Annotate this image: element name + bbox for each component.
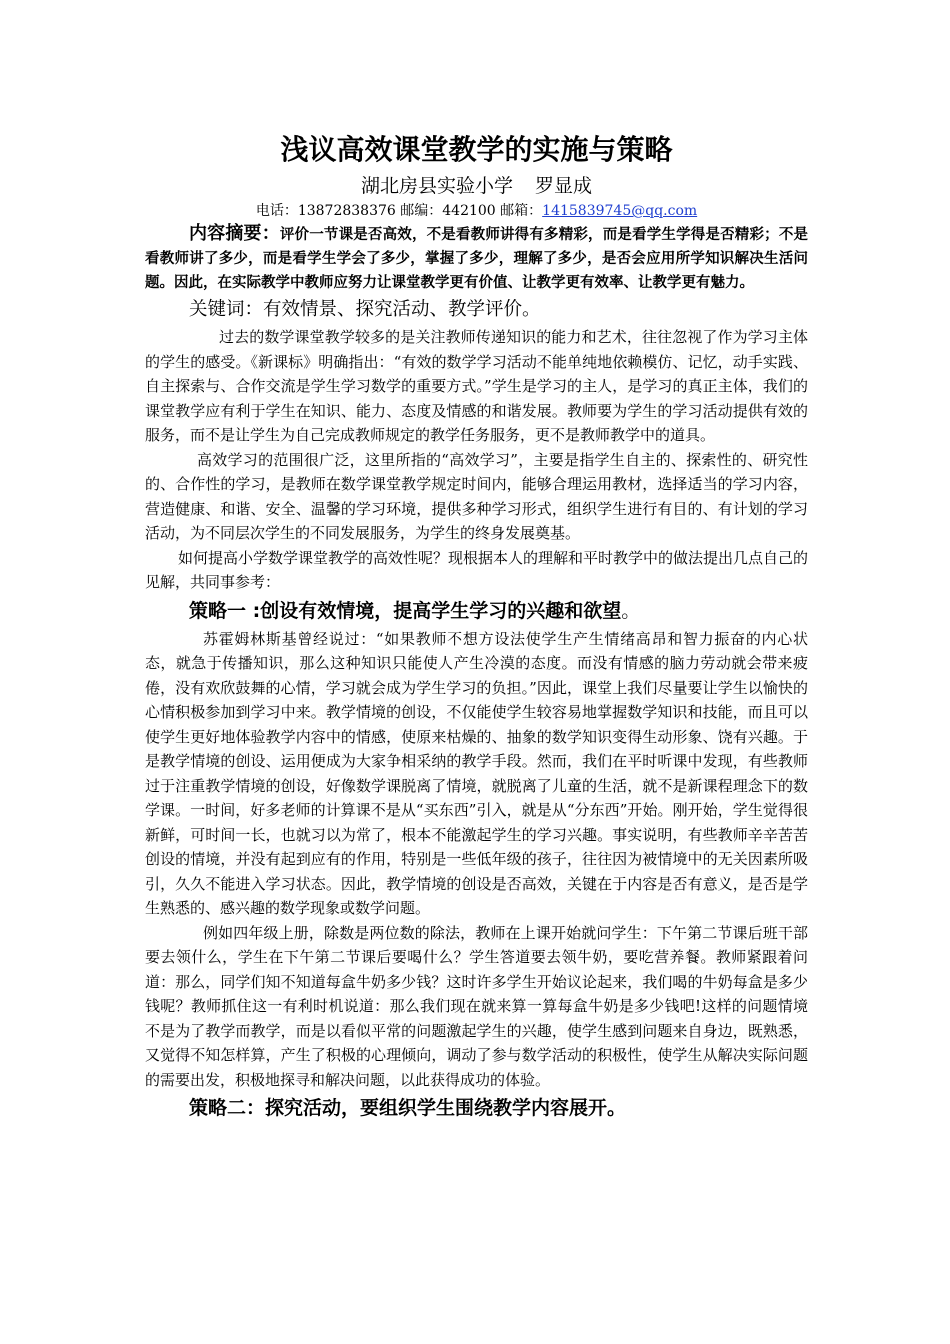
strategy-1-heading-tail: 。	[621, 599, 641, 622]
section-heading-strategy-1	[145, 595, 808, 627]
abstract-text: 评价一节课是否高效，不是看教师讲得有多精彩，而是看学生学得是否精彩；不是看教师讲了多少，而是看学生学会了多少，掌握了多少，理解了多少，是否会应用所学知识解决生活问题。因此，在实际教学中教师应努力让课堂教学更有价值、让教学更有效率、让教学更有魅力。	[145, 227, 808, 291]
author-name: 罗显成	[535, 175, 593, 197]
contact-line	[145, 200, 808, 222]
document-title: 浅议高效课堂教学的实施与策略	[280, 133, 673, 166]
abstract-label: 内容摘要：	[189, 223, 280, 244]
contact-text: 电话：13872838376 邮编：442100 邮箱：	[255, 203, 543, 219]
strategy-1-heading-text: 策略一 :创设有效情境，提高学生学习的兴趣和欲望	[189, 599, 622, 622]
author-school: 湖北房县实验小学	[360, 175, 513, 197]
document-page	[145, 128, 808, 1124]
body-paragraph: 苏霍姆林斯基曾经说过：“如果教师不想方设法使学生产生情绪高昂和智力振奋的内心状态，就急于传播知识，那么这种知识只能使人产生冷漠的态度。而没有情感的脑力劳动就会带来疲倦，没有欢欣鼓舞的心情，学习就会成为学生学习的负担。”因此，课堂上我们尽量要让学生以愉快的心情积极参加到学习中来。教学情境的创设，不仅能使学生较容易地掌握数学知识和技能，而且可以使学生更好地体验教学内容中的情感，使原来枯燥的、抽象的数学知识变得生动形象、饶有兴趣。于是教学情境的创设、运用便成为大家争相采纳的教学手段。然而，我们在平时听课中发现，有些教师过于注重教学情境的创设，好像数学课脱离了情境，就脱离了儿童的生活，就不是新课程理念下的数学课。一时间，好多老师的计算课不是从“买东西”引入，就是从“分东西”开始。刚开始，学生觉得很新鲜，可时间一长，也就习以为常了，根本不能激起学生的学习兴趣。事实说明，有些教师辛辛苦苦创设的情境，并没有起到应有的作用，特别是一些低年级的孩子，往往因为被情境中的无关因素所吸引，久久不能进入学习状态。因此，教学情境的创设是否高效，关键在于内容是否有意义，是否是学生熟悉的、感兴趣的数学现象或数学问题。	[145, 629, 808, 917]
body-paragraph: 高效学习的范围很广泛，这里所指的“高效学习”，主要是指学生自主的、探索性的、研究性的、合作性的学习，是教师在数学课堂教学规定时间内，能够合理运用教材，选择适当的学习内容，营造健康、和谐、安全、温馨的学习环境，提供多种学习形式，组织学生进行有目的、有计划的学习活动，为不同层次学生的不同发展服务，为学生的终身发展奠基。	[145, 450, 808, 542]
body-paragraph: 例如四年级上册，除数是两位数的除法，教师在上课开始就问学生：下午第二节课后班干部要去领什么，学生在下午第二节课后要喝什么？学生答道要去领牛奶，要吃营养餐。教师紧跟着问道：那么，同学们知不知道每盒牛奶多少钱？这时许多学生开始议论起来，我们喝的牛奶每盒是多少钱呢？教师抓住这一有利时机说道：那么我们现在就来算一算每盒牛奶是多少钱吧!这样的问题情境不是为了教学而教学，而是以看似平常的问题激起学生的兴趣，使学生感到问题来自身边，既熟悉，又觉得不知怎样算，产生了积极的心理倾向，调动了参与数学活动的积极性，使学生从解决实际问题的需要出发，积极地探寻和解决问题，以此获得成功的体验。	[145, 923, 808, 1089]
body-paragraph: 过去的数学课堂教学较多的是关注教师传递知识的能力和艺术，往往忽视了作为学习主体的学生的感受。《新课标》明确指出：“有效的数学学习活动不能单纯地依赖模仿、记忆，动手实践、自主探索与、合作交流是学生学习数学的重要方式。”学生是学习的主人，是学习的真正主体，我们的课堂教学应有利于学生在知识、能力、态度及情感的和谐发展。教师要为学生的学习活动提供有效的服务，而不是让学生为自己完成教师规定的教学任务服务，更不是教师教学中的道具。	[145, 328, 808, 444]
section-heading-strategy-2: 策略二：探究活动，要组织学生围绕教学内容展开。	[189, 1097, 627, 1119]
keywords: 关键词：有效情景、探究活动、教学评价。	[189, 299, 541, 320]
body-paragraph: 如何提高小学数学课堂教学的高效性呢？现根据本人的理解和平时教学中的做法提出几点自己的见解，共同事参考：	[145, 548, 809, 591]
email-link[interactable]: 1415839745@qq.com	[542, 203, 698, 219]
abstract	[145, 222, 808, 295]
author-line	[145, 172, 808, 200]
